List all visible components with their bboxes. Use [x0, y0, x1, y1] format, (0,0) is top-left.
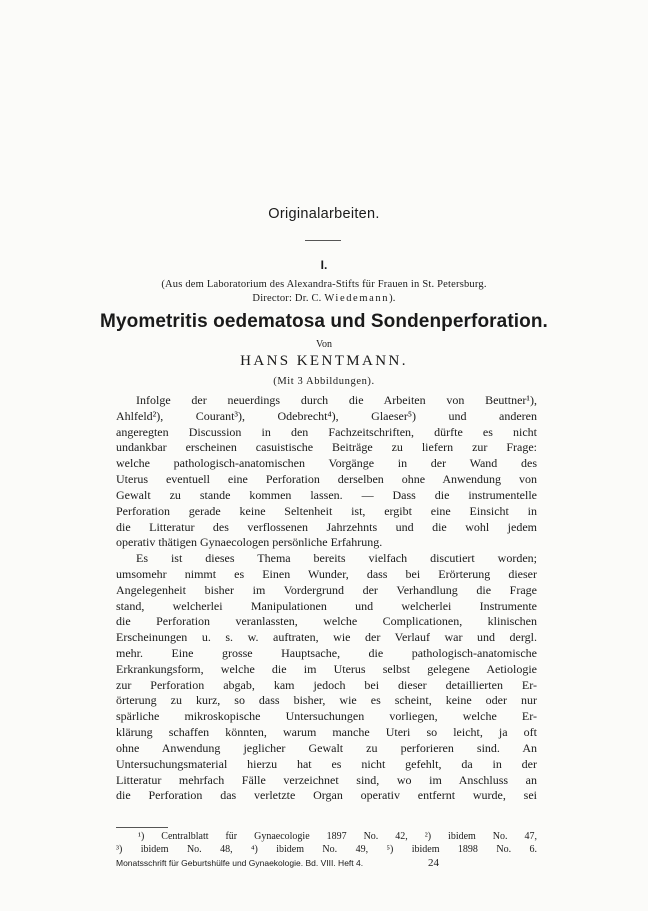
body-line: stand, welcherlei Manipulationen und welcherlei Instrumente: [116, 598, 537, 613]
body-text: [116, 393, 537, 804]
body-line: Ahlfeld²), Courant³), Odebrecht⁴), Glaeser⁵) und anderen: [116, 408, 537, 423]
footnote-rule: [116, 827, 168, 828]
heading-rule: [305, 240, 341, 241]
affiliation-prefix: Director: Dr. C.: [252, 293, 325, 304]
body-line: die Perforation das verletzte Organ operativ entfernt wurde, sei: [116, 788, 537, 803]
body-line: Angelegenheit bisher im Vordergrund der Verhandlung die Frage: [116, 582, 537, 597]
body-line: Erscheinungen u. s. w. auftraten, wie der Verlauf war und dergl.: [116, 630, 537, 645]
body-line: Infolge der neuerdings durch die Arbeiten von Beuttner¹),: [136, 393, 537, 407]
director-name: Wiedemann: [324, 293, 390, 304]
section-heading: Originalarbeiten.: [268, 206, 380, 222]
affiliation-suffix: ).: [389, 293, 396, 304]
figures-note: (Mit 3 Abbildungen).: [273, 376, 375, 387]
body-line: Perforation gerade keine Seltenheit ist, ergibt eine Einsicht in: [116, 503, 537, 518]
signature-number: 24: [428, 857, 439, 869]
footnote-line: ¹) Centralblatt für Gynaecologie 1897 No. 42, ²) ibidem No. 47,: [138, 831, 537, 842]
byline-label: Von: [316, 339, 332, 350]
body-line: örterung zu kurz, so dass bisher, wie es scheint, keine oder nur: [116, 693, 537, 708]
footnote-line: ³) ibidem No. 48, ⁴) ibidem No. 49, ⁵) ibidem 1898 No. 6.: [116, 843, 537, 855]
body-line: Es ist dieses Thema bereits vielfach discutiert worden;: [136, 551, 537, 566]
body-line: klärung schaffen könnten, warum manche Uteri so leicht, ja oft: [116, 725, 537, 740]
body-line: Litteratur mehrfach Fälle verzeichnet sind, wo im Anschluss an: [116, 772, 537, 787]
body-line: Untersuchungsmaterial hierzu hat es nicht gefehlt, da in der: [116, 756, 537, 771]
body-line: zur Perforation abgab, kam jedoch bei dieser detaillierten Er-: [116, 677, 537, 692]
article-number: I.: [320, 258, 328, 272]
body-line: angeregten Discussion in den Fachzeitschriften, dürfte es nicht: [116, 424, 537, 439]
body-line: die Perforation veranlassten, welche Complicationen, klinischen: [116, 614, 537, 629]
affiliation-line-2: [0, 293, 648, 304]
body-line: operativ thätigen Gynaecologen persönliche Erfahrung.: [116, 535, 383, 550]
body-line: die Litteratur des verflossenen Jahrzehnts und die wohl jedem: [116, 519, 537, 534]
body-line: welche pathologisch-anatomischen Vorgänge in der Wand des: [116, 456, 537, 471]
body-line: Gewalt zu stande kommen lassen. — Dass die instrumentelle: [116, 487, 537, 502]
article-title: Myometritis oedematosa und Sondenperforation.: [100, 311, 548, 332]
body-line: Erkrankungsform, welche die im Uterus selbst gelegene Aetiologie: [116, 661, 537, 676]
body-line: ohne Anwendung jeglicher Gewalt zu perforieren sind. An: [116, 740, 537, 755]
author-name: HANS KENTMANN.: [240, 353, 408, 369]
body-line: spärliche mikroskopische Untersuchungen vorliegen, welche Er-: [116, 709, 537, 724]
journal-footer: [116, 858, 537, 868]
body-line: mehr. Eine grosse Hauptsache, die pathologisch-anatomische: [116, 646, 537, 660]
body-line: undankbar erscheinen casuistische Beiträge zu liefern zur Frage:: [116, 440, 537, 455]
body-line: umsomehr nimmt es Einen Wunder, dass bei Erörterung dieser: [116, 566, 537, 581]
affiliation-line-1: (Aus dem Laboratorium des Alexandra-Stifts für Frauen in St. Petersburg.: [161, 279, 487, 290]
body-line: Uterus eventuell eine Perforation derselben ohne Anwendung von: [116, 472, 537, 487]
journal-citation: Monatsschrift für Geburtshülfe und Gynaekologie. Bd. VIII. Heft 4.: [116, 858, 364, 868]
footnotes: [116, 831, 537, 856]
